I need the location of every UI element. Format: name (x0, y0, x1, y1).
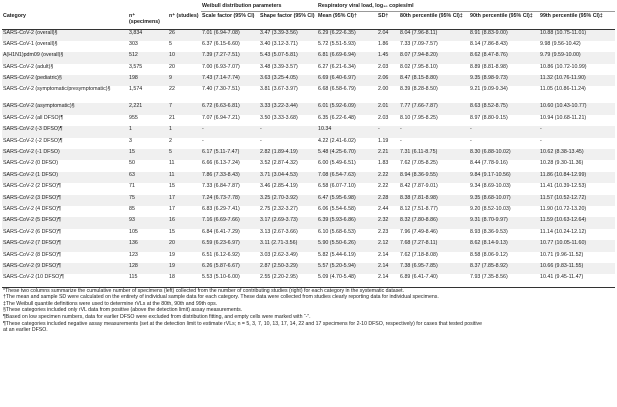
table-cell: 75 (128, 195, 168, 206)
row-category: SARS-CoV-2 (-1 DFSO) (2, 149, 128, 160)
table-cell: 11.86 (10.84-12.99) (539, 172, 615, 183)
table-cell: 303 (129, 40, 138, 47)
table-cell: 8.12 (7.51-8.77) (400, 205, 438, 212)
row-category: SARS-CoV-2 (8 DFSO)¶ (3, 251, 61, 258)
table-cell: 7.62 (7.05-8.25) (400, 160, 438, 167)
table-cell: - (377, 126, 399, 137)
table-cell: - (469, 126, 539, 137)
table-cell: 8.44 (7.78-9.16) (470, 160, 508, 167)
table-cell: 8.62 (8.47-8.76) (469, 52, 539, 63)
table-cell: 71 (129, 183, 135, 190)
column-header: Category (3, 12, 26, 19)
table-cell: 2.28 (377, 195, 399, 206)
table-cell: 512 (128, 52, 168, 63)
footnote: §These categories included only rVL data from positive (above the detection limit) assay measurements. (3, 307, 243, 314)
table-cell: 2 (169, 137, 172, 144)
table-cell: 6.69 (6.40-6.97) (317, 75, 377, 86)
table-cell: 6.47 (5.95-6.98) (317, 195, 377, 206)
table-row (2, 183, 615, 194)
table-cell: - (259, 126, 317, 137)
table-cell: 2.75 (2.32-3.27) (260, 205, 298, 212)
table-row (2, 149, 615, 160)
table-cell: - (540, 137, 542, 144)
table-cell: 2.01 (377, 103, 399, 114)
table-cell: 9.31 (8.70-9.97) (469, 217, 539, 228)
table-cell: 8.94 (8.36-9.55) (399, 172, 469, 183)
table-cell: 3.11 (2.71-3.56) (259, 240, 317, 251)
table-row (2, 126, 615, 137)
table-row (2, 30, 615, 41)
table-cell: 1.86 (378, 40, 389, 47)
table-cell: 11.90 (10.72-13.20) (540, 205, 587, 212)
table-row (2, 103, 615, 114)
table-cell: 3,834 (128, 30, 168, 41)
table-cell: 198 (128, 75, 168, 86)
table-cell: 19 (169, 251, 175, 258)
table-cell: 15 (128, 149, 168, 160)
table-cell: 128 (128, 263, 168, 274)
table-cell: 7.96 (7.49-8.46) (400, 228, 438, 235)
row-category: SARS-CoV-2 (9 DFSO)¶ (2, 263, 128, 274)
table-cell: 3.46 (2.85-4.19) (260, 183, 298, 190)
table-cell: 8.97 (8.80-9.15) (470, 114, 508, 121)
table-cell: 7.40 (7.30-7.51) (202, 86, 240, 93)
column-header: 99th percentile (95% CI)‡ (540, 13, 603, 19)
table-cell: 6.83 (6.29-7.41) (202, 205, 240, 212)
table-cell: 955 (129, 114, 138, 121)
row-category: A(H1N1)pdm09 (overall)§ (2, 52, 128, 63)
table-cell: 3.17 (2.69-3.73) (259, 217, 317, 228)
column-header: Shape factor (95% CI) (260, 13, 315, 19)
table-cell: 9.21 (9.09-9.34) (470, 86, 508, 93)
row-category: SARS-CoV-2 (all DFSO)¶ (3, 114, 64, 121)
table-row (2, 41, 615, 52)
table-cell: 10.77 (10.05-11.60) (539, 240, 615, 251)
table-cell: 6.35 (6.22-6.48) (318, 114, 356, 121)
table-cell: 9 (168, 75, 201, 86)
table-row (2, 274, 615, 285)
row-category: SARS-CoV-2 (overall)§ (2, 30, 128, 41)
table-cell: 6.27 (6.21-6.34) (318, 63, 356, 70)
table-cell: 7.77 (7.66-7.87) (399, 103, 469, 114)
table-cell: 2.14 (378, 251, 389, 258)
table-cell: 7.31 (6.11-8.75) (399, 149, 469, 160)
table-cell: 11 (168, 172, 201, 183)
table-cell: 6.66 (6.13-7.24) (202, 160, 240, 167)
table-cell: 6.29 (6.22-6.35) (317, 30, 377, 41)
table-row (2, 240, 615, 251)
table-cell: 9.20 (8.52-10.03) (470, 205, 511, 212)
table-cell: 6.00 (5.49-6.51) (318, 160, 356, 167)
table-cell: 10.94 (10.68-11.21) (540, 114, 587, 121)
table-cell: 2.32 (377, 217, 399, 228)
table-cell: 3.47 (3.39-3.56) (259, 30, 317, 41)
table-cell: 20 (168, 240, 201, 251)
table-cell: 2.22 (377, 172, 399, 183)
table-cell: 10.88 (10.75-11.01) (539, 30, 615, 41)
table-row (2, 64, 615, 75)
column-header: n⁺ (studies) (169, 12, 199, 19)
table-cell: 7.43 (7.14-7.74) (201, 75, 259, 86)
table-cell: 8.07 (7.94-8.20) (399, 52, 469, 63)
table-cell: 2.00 (378, 86, 389, 93)
table-row (2, 52, 615, 63)
table-cell: 9.84 (9.17-10.56) (469, 172, 539, 183)
table-cell: 9.79 (9.59-10.00) (539, 52, 615, 63)
table-cell: 93 (128, 217, 168, 228)
table-cell: 5.72 (5.51-5.93) (318, 40, 356, 47)
row-category: SARS-CoV-2 (adult)§ (3, 63, 54, 70)
table-cell: 11.59 (10.63-12.64) (539, 217, 615, 228)
table-cell: 4.22 (2.41-6.02) (318, 137, 356, 144)
table-cell: 7 (168, 103, 201, 114)
table-cell: - (470, 137, 472, 144)
table-cell: 8.02 (7.95-8.10) (400, 63, 438, 70)
column-header: 90th percentile (95% CI)‡ (470, 13, 533, 19)
footnote: ‡The Weibull quantile definitions were used to determine rVLs at the 80th, 90th and 99th ops. (3, 300, 218, 307)
table-row (2, 229, 615, 240)
footnote: †The mean and sample SD were calculated on the entirety of individual sample data for each category. These data were collected from studies clearly reporting data for individual specimens. (3, 294, 439, 301)
table-cell: 8.37 (7.85-8.92) (469, 263, 539, 274)
table-cell: 7.93 (7.35-8.56) (470, 274, 508, 281)
group-header-row (2, 2, 615, 12)
table-cell: 3.71 (3.04-4.53) (259, 172, 317, 183)
table-cell: 2.03 (378, 114, 389, 121)
table-cell: 6.37 (6.15-6.60) (202, 40, 240, 47)
table-cell: 6.58 (6.07-7.10) (318, 183, 356, 190)
table-cell: 2.55 (2.20-2.95) (260, 274, 298, 281)
table-cell: 2.03 (378, 63, 389, 70)
table-cell: 6.72 (6.63-6.81) (201, 103, 259, 114)
table-cell: 11.41 (10.39-12.53) (540, 183, 587, 190)
table-cell: 7.39 (7.27-7.51) (201, 52, 259, 63)
table-cell: 6.39 (5.93-6.86) (317, 217, 377, 228)
table-cell: 11.14 (10.24-12.12) (540, 228, 587, 235)
row-category: SARS-CoV-2 (asymptomatic)§ (2, 103, 128, 114)
table-cell: 8.89 (8.81-8.98) (470, 63, 508, 70)
table-cell: 2.21 (377, 149, 399, 160)
table-cell: 1.19 (378, 137, 389, 144)
table-cell: 3.63 (3.25-4.05) (259, 75, 317, 86)
table-cell: 5 (168, 149, 201, 160)
table-cell: 19 (168, 263, 201, 274)
table-cell: 10.71 (9.96-11.52) (540, 251, 584, 258)
table-cell: 3.50 (3.33-3.68) (260, 114, 298, 121)
table-cell: 7.01 (6.94-7.08) (201, 30, 259, 41)
table-cell: 7.00 (6.93-7.07) (202, 63, 240, 70)
table-cell: - (202, 137, 204, 144)
table-cell: 1 (168, 126, 201, 137)
table-cell: 10 (168, 52, 201, 63)
table-cell: 10.28 (9.30-11.36) (540, 160, 584, 167)
column-header: SD† (378, 13, 389, 19)
column-header: Mean (95% CI)† (318, 13, 357, 19)
table-cell: 7.38 (6.95-7.85) (399, 263, 469, 274)
footnotes (2, 287, 615, 334)
table-cell: 5.57 (5.20-5.94) (317, 263, 377, 274)
table-cell: 9.35 (8.98-9.73) (469, 75, 539, 86)
footnote: at an earlier DFSO. (3, 327, 48, 334)
table-row (2, 75, 615, 86)
table-cell: 21 (169, 114, 175, 121)
table-cell: 5 (169, 40, 172, 47)
row-category: SARS-CoV-2 (-2 DFSO)¶ (3, 137, 63, 144)
column-header: n⁺ (specimens) (129, 12, 160, 25)
row-category: SARS-CoV-2 (3 DFSO)¶ (2, 195, 128, 206)
table-cell: 9.34 (8.69-10.03) (470, 183, 511, 190)
row-category: SARS-CoV-2 (4 DFSO)¶ (3, 205, 61, 212)
table-cell: 8.47 (8.15-8.80) (399, 75, 469, 86)
table-cell: 2.44 (378, 205, 389, 212)
table-cell: 2.14 (378, 274, 389, 281)
table-cell: 9.35 (8.68-10.07) (469, 195, 539, 206)
table-row (2, 217, 615, 228)
table-cell: 5.43 (5.07-5.81) (259, 52, 317, 63)
table-cell: 8.38 (7.81-8.98) (399, 195, 469, 206)
table-cell: 8.32 (7.80-8.86) (399, 217, 469, 228)
table-cell: 6.51 (6.12-6.92) (202, 251, 240, 258)
table-cell: 16 (168, 217, 201, 228)
table-cell: 2.23 (378, 228, 389, 235)
table-cell: 26 (168, 30, 201, 41)
footnote: ¶Based on low specimen numbers, data for earlier DFSO were excluded from distribution fitting, and empty cells were marked with “-”. (3, 314, 311, 321)
table-cell: 18 (169, 274, 175, 281)
row-category: SARS-CoV-2 (10 DFSO)¶ (3, 274, 64, 281)
table-cell: 136 (128, 240, 168, 251)
table-cell: 8.10 (7.95-8.25) (400, 114, 438, 121)
row-category: SARS-CoV-2 (1 DFSO) (2, 172, 128, 183)
table-cell: 6.26 (5.87-6.67) (201, 263, 259, 274)
column-header: Scale factor (95% CI) (202, 13, 255, 19)
table-cell: 85 (129, 205, 135, 212)
table-cell: 10.86 (10.72-10.99) (540, 63, 587, 70)
table-cell: - (539, 126, 615, 137)
column-header-row (2, 12, 615, 30)
group-header-blank (2, 2, 201, 12)
table-row (2, 115, 615, 126)
table-cell: 5.53 (5.10-6.00) (202, 274, 240, 281)
table-cell: 8.91 (8.83-9.00) (469, 30, 539, 41)
table-cell: 3.48 (3.39-3.57) (260, 63, 298, 70)
table-cell: 1.83 (378, 160, 389, 167)
table-row (2, 160, 615, 171)
row-category: SARS-CoV-2 (pediatric)§ (2, 75, 128, 86)
row-category: SARS-CoV-1 (overall)§ (3, 40, 58, 47)
table-cell: 8.14 (7.86-8.43) (470, 40, 508, 47)
table-cell: 6.68 (6.58-6.79) (318, 86, 356, 93)
table-cell: 1,574 (129, 86, 143, 93)
table-cell: 8.93 (8.36-9.53) (470, 228, 508, 235)
table-cell: 2,221 (128, 103, 168, 114)
row-category: SARS-CoV-2 (0 DFSO) (3, 160, 59, 167)
table-cell: 22 (169, 86, 175, 93)
table-row (2, 206, 615, 217)
table-cell: 1.45 (377, 52, 399, 63)
table-row (2, 86, 615, 103)
table-cell: 5.48 (4.25-6.70) (317, 149, 377, 160)
table-cell: 6.59 (6.23-6.97) (201, 240, 259, 251)
table-cell: 10.34 (317, 126, 377, 137)
table-cell: - (260, 137, 262, 144)
table-cell: 7.62 (7.18-8.08) (400, 251, 438, 258)
table-cell: 5.09 (4.70-5.48) (318, 274, 356, 281)
table-cell: 7.33 (6.84-7.87) (202, 183, 240, 190)
row-category: SARS-CoV-2 (7 DFSO)¶ (2, 240, 128, 251)
table-cell: 123 (129, 251, 138, 258)
table-cell: 105 (129, 228, 138, 235)
table-cell: 10.66 (9.83-11.55) (539, 263, 615, 274)
table-cell: 6.81 (6.69-6.94) (317, 52, 377, 63)
table-cell: 3.40 (3.12-3.71) (260, 40, 298, 47)
table-cell: 3.33 (3.22-3.44) (259, 103, 317, 114)
table-cell: 63 (128, 172, 168, 183)
table-cell: - (201, 126, 259, 137)
table-cell: 9.98 (9.56-10.42) (540, 40, 581, 47)
table-cell: 7.08 (6.54-7.63) (317, 172, 377, 183)
table-cell: 5.90 (5.50-6.26) (317, 240, 377, 251)
table-cell: 11 (169, 160, 175, 167)
table-cell: 3 (129, 137, 132, 144)
table-cell: 10.60 (10.43-10.77) (539, 103, 615, 114)
table-cell: 2.22 (378, 183, 389, 190)
table-cell: 3.13 (2.67-3.66) (260, 228, 298, 235)
table-cell: 7.16 (6.69-7.66) (201, 217, 259, 228)
table-cell: 6.84 (6.41-7.29) (202, 228, 240, 235)
table-cell: 11.32 (10.76-11.90) (539, 75, 615, 86)
viral-load-group-header: Respiratory viral load, log₁₀ copies/ml (317, 2, 615, 12)
table-cell: 8.58 (8.06-9.12) (470, 251, 508, 258)
table-cell: 7.24 (6.73-7.78) (201, 195, 259, 206)
table-cell: 6.17 (5.11-7.47) (201, 149, 259, 160)
table-cell: 115 (129, 274, 138, 281)
table-row (2, 263, 615, 274)
table-row (2, 195, 615, 206)
footnote: *These two columns summarize the cumulative number of specimens (left) collected from the number of contributing studies (right) for each category in the systematic dataset. (3, 287, 405, 294)
table-cell: 11.05 (10.86-11.24) (540, 86, 586, 93)
table-cell: 7.68 (7.27-8.11) (399, 240, 469, 251)
table-cell: 6.10 (5.68-6.53) (318, 228, 356, 235)
table-cell: 7.07 (6.94-7.21) (202, 114, 240, 121)
table-cell: 3.52 (2.87-4.32) (260, 160, 298, 167)
table-cell: 6.06 (5.54-6.58) (318, 205, 356, 212)
table-cell: 7.86 (7.33-8.43) (201, 172, 259, 183)
table-row (2, 138, 615, 149)
table-cell: 3.03 (2.62-3.49) (260, 251, 298, 258)
table-cell: 2.87 (2.50-3.29) (259, 263, 317, 274)
table-cell: 20 (169, 63, 175, 70)
table-cell: 8.63 (8.52-8.75) (469, 103, 539, 114)
row-category: SARS-CoV-2 (symptomatic/presymptomatic)§ (3, 86, 111, 93)
table-cell: 3,575 (129, 63, 143, 70)
viral-load-table (2, 2, 615, 286)
table-cell: 17 (168, 195, 201, 206)
table-cell: 50 (129, 160, 135, 167)
row-category: SARS-CoV-2 (-3 DFSO)¶ (2, 126, 128, 137)
table-cell: 5.82 (5.44-6.19) (318, 251, 356, 258)
table-cell: 10.41 (9.45-11.47) (540, 274, 584, 281)
table-cell: 2.14 (377, 263, 399, 274)
table-cell: 10.62 (8.38-13.45) (539, 149, 615, 160)
row-category: SARS-CoV-2 (2 DFSO)¶ (3, 183, 61, 190)
table-cell: 15 (169, 183, 175, 190)
table-cell: 7.33 (7.09-7.57) (400, 40, 438, 47)
table-cell: 17 (169, 205, 175, 212)
table-cell: 8.42 (7.87-9.01) (400, 183, 438, 190)
footnote: ¶These categories included negative assay measurements (set at the detection limit to estimate rVLs; n = 5, 3, 7, 10, 13, 17, 14, 22 and 17 specimens for 2-10 DFSO, respectively) for cases that tested positive (3, 320, 482, 327)
table-cell: 8.30 (6.88-10.02) (469, 149, 539, 160)
table-cell: 8.62 (8.14-9.13) (469, 240, 539, 251)
table-cell: 2.06 (377, 75, 399, 86)
table-cell: 6.89 (6.41-7.40) (400, 274, 438, 281)
row-category: SARS-CoV-2 (5 DFSO)¶ (2, 217, 128, 228)
table-cell: - (400, 137, 402, 144)
table-cell: 6.01 (5.92-6.09) (317, 103, 377, 114)
table-row (2, 172, 615, 183)
table-cell: - (399, 126, 469, 137)
column-header: 80th percentile (95% CI)‡ (400, 13, 463, 19)
table-cell: 8.04 (7.96-8.11) (399, 30, 469, 41)
table-cell: 11.57 (10.52-12.72) (539, 195, 615, 206)
table-cell: 2.82 (1.89-4.19) (259, 149, 317, 160)
table-cell: 2.04 (377, 30, 399, 41)
row-category: SARS-CoV-2 (6 DFSO)¶ (3, 228, 61, 235)
table-cell: 1 (128, 126, 168, 137)
table-cell: 2.12 (377, 240, 399, 251)
table-cell: 3.25 (2.70-3.92) (259, 195, 317, 206)
table-cell: 8.39 (8.28-8.50) (400, 86, 438, 93)
table-cell: 15 (169, 228, 175, 235)
table-row (2, 252, 615, 263)
weibull-group-header: Weibull distribution parameters (201, 2, 317, 12)
table-body (2, 30, 615, 286)
table-cell: 3.81 (3.67-3.97) (260, 86, 298, 93)
